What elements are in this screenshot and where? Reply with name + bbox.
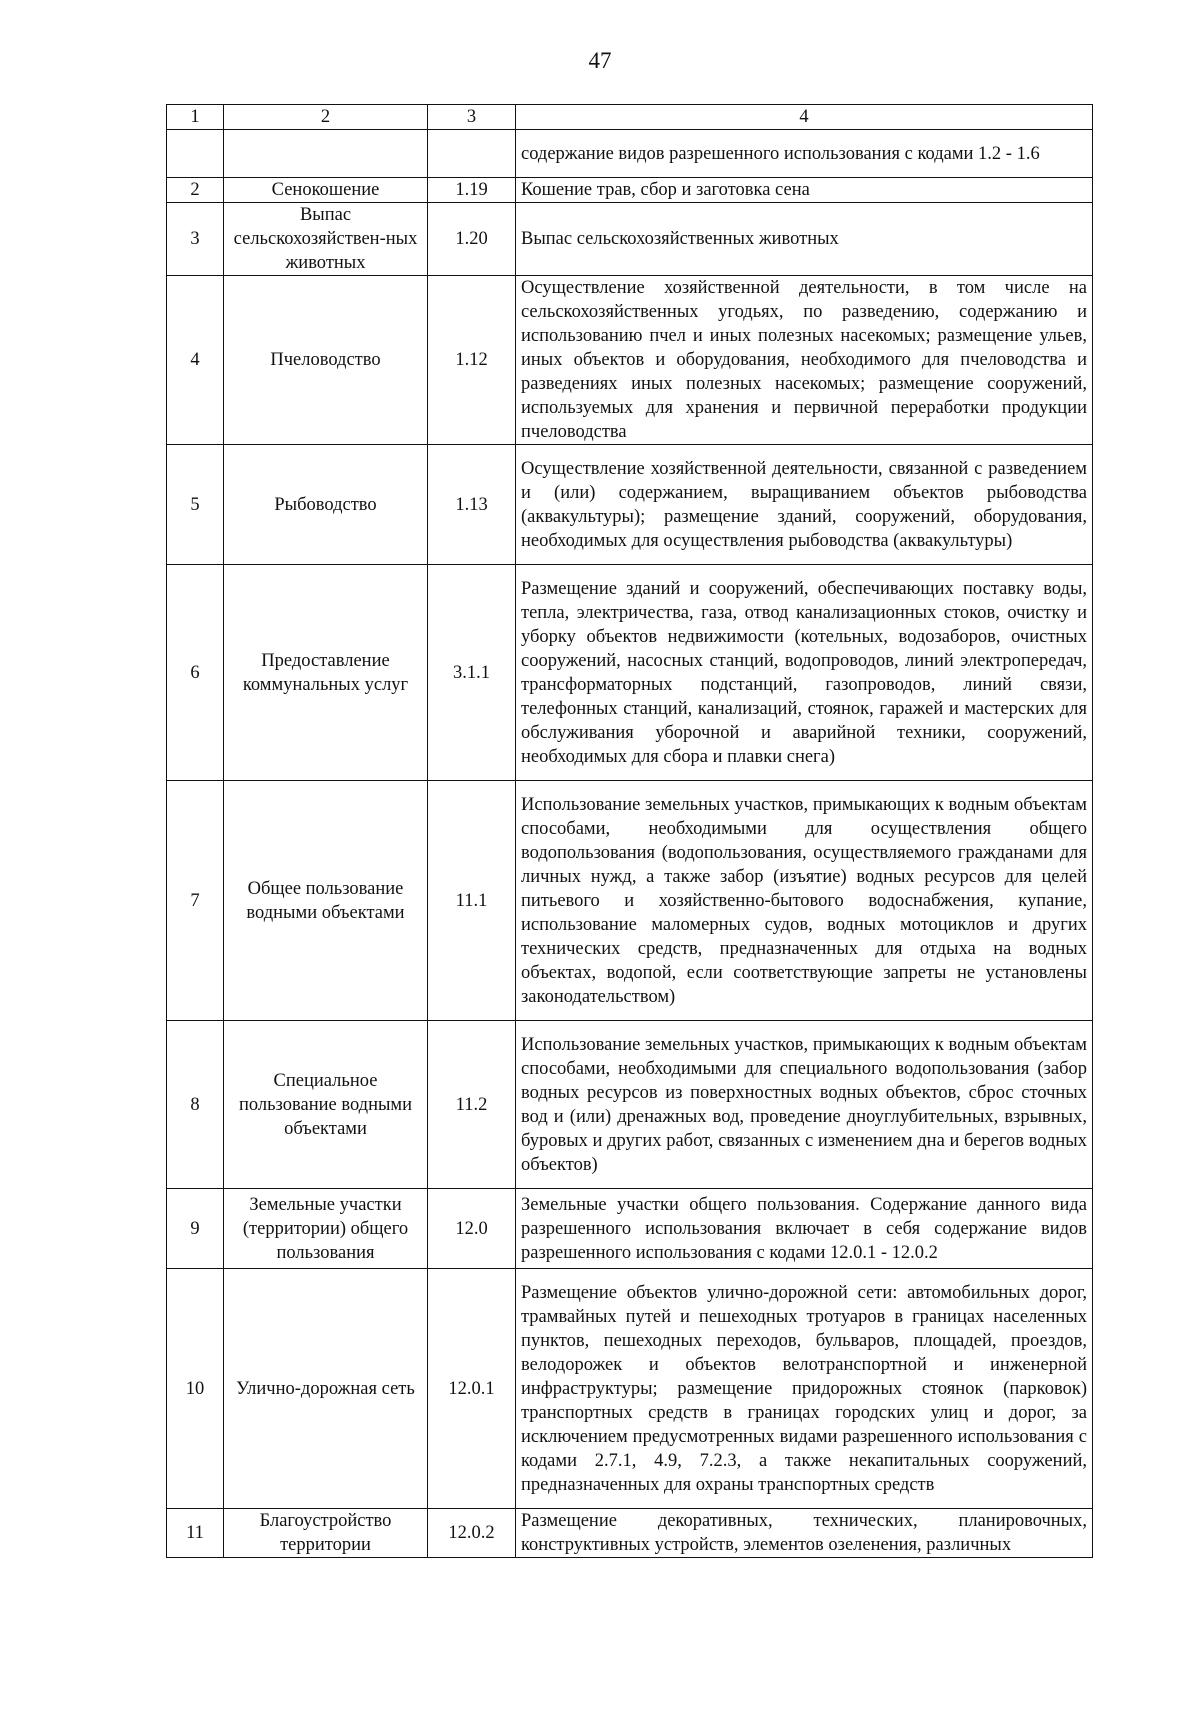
row-name: Сенокошение	[224, 178, 428, 203]
row-number	[167, 130, 224, 178]
row-code: 11.2	[428, 1021, 516, 1189]
row-name: Земельные участки (территории) общего пользования	[224, 1189, 428, 1269]
row-code: 1.19	[428, 178, 516, 203]
row-description: Использование земельных участков, примыкающих к водным объектам способами, необходимыми для специального водопользования (забор водных ресурсов из поверхностных водных объектов, сброс сточных вод и (или) дренажных вод, проведение дноуглубительных, взрывных, буровых и других работ, связанных с изменением дна и берегов водных объектов)	[516, 1021, 1093, 1189]
row-number: 9	[167, 1189, 224, 1269]
row-description: Осуществление хозяйственной деятельности, в том числе на сельскохозяйственных угодьях, по разведению, содержанию и использованию пчел и иных полезных насекомых; размещение ульев, иных объектов и оборудования, необходимого для пчеловодства и разведениях иных полезных насекомых; размещение сооружений, используемых для хранения и первичной переработки продукции пчеловодства	[516, 276, 1093, 445]
row-code: 11.1	[428, 781, 516, 1021]
table-row	[167, 130, 1093, 178]
row-number: 4	[167, 276, 224, 445]
row-code: 3.1.1	[428, 565, 516, 781]
row-code: 12.0.1	[428, 1269, 516, 1509]
row-code: 1.13	[428, 445, 516, 565]
header-col-1: 1	[167, 105, 224, 130]
row-number: 3	[167, 203, 224, 276]
row-description: Размещение объектов улично-дорожной сети: автомобильных дорог, трамвайных путей и пешеходных тротуаров в границах населенных пунктов, пешеходных переходов, бульваров, площадей, проездов, велодорожек и объектов велотранспортной и инженерной инфраструктуры; размещение придорожных стоянок (парковок) транспортных средств в границах городских улиц и дорог, за исключением предусмотренных видами разрешенного использования с кодами 2.7.1, 4.9, 7.2.3, а также некапитальных сооружений, предназначенных для охраны транспортных средств	[516, 1269, 1093, 1509]
row-number: 7	[167, 781, 224, 1021]
row-number: 10	[167, 1269, 224, 1509]
row-number: 11	[167, 1509, 224, 1558]
row-name: Специальное пользование водными объектами	[224, 1021, 428, 1189]
table-row	[167, 1189, 1093, 1269]
row-description: содержание видов разрешенного использования с кодами 1.2 - 1.6	[516, 130, 1093, 178]
row-name	[224, 130, 428, 178]
header-col-4: 4	[516, 105, 1093, 130]
table-row	[167, 445, 1093, 565]
row-name: Выпас сельскохозяйствен-ных животных	[224, 203, 428, 276]
row-code	[428, 130, 516, 178]
row-number: 6	[167, 565, 224, 781]
row-description: Размещение зданий и сооружений, обеспечивающих поставку воды, тепла, электричества, газа, отвод канализационных стоков, очистку и уборку объектов недвижимости (котельных, водозаборов, очистных сооружений, насосных станций, водопроводов, линий электропередач, трансформаторных подстанций, газопроводов, линий связи, телефонных станций, канализаций, стоянок, гаражей и мастерских для обслуживания уборочной и аварийной техники, сооружений, необходимых для сбора и плавки снега)	[516, 565, 1093, 781]
row-code: 1.20	[428, 203, 516, 276]
table-header-row	[167, 105, 1093, 130]
table-row	[167, 178, 1093, 203]
row-number: 8	[167, 1021, 224, 1189]
row-code: 12.0.2	[428, 1509, 516, 1558]
header-col-3: 3	[428, 105, 516, 130]
row-description: Выпас сельскохозяйственных животных	[516, 203, 1093, 276]
row-description: Земельные участки общего пользования. Содержание данного вида разрешенного использования включает в себя содержание видов разрешенного использования с кодами 12.0.1 - 12.0.2	[516, 1189, 1093, 1269]
row-code: 12.0	[428, 1189, 516, 1269]
page-number: 47	[588, 48, 612, 73]
land-use-table	[166, 104, 1093, 1558]
header-col-2: 2	[224, 105, 428, 130]
row-description: Использование земельных участков, примыкающих к водным объектам способами, необходимыми для осуществления общего водопользования (водопользования, осуществляемого гражданами для личных нужд, а также забор (изъятие) водных ресурсов для целей питьевого и хозяйственно-бытового водоснабжения, купание, использование маломерных судов, водных мотоциклов и других технических средств, предназначенных для отдыха на водных объектах, водопой, если соответствующие запреты не установлены законодательством)	[516, 781, 1093, 1021]
row-name: Пчеловодство	[224, 276, 428, 445]
row-name: Улично-дорожная сеть	[224, 1269, 428, 1509]
row-description: Кошение трав, сбор и заготовка сена	[516, 178, 1093, 203]
table-row	[167, 1021, 1093, 1189]
row-description: Размещение декоративных, технических, планировочных, конструктивных устройств, элементов озеленения, различных	[516, 1509, 1093, 1558]
table-row	[167, 1509, 1093, 1558]
row-number: 5	[167, 445, 224, 565]
row-description: Осуществление хозяйственной деятельности, связанной с разведением и (или) содержанием, выращиванием объектов рыбоводства (аквакультуры); размещение зданий, сооружений, оборудования, необходимых для осуществления рыбоводства (аквакультуры)	[516, 445, 1093, 565]
row-number: 2	[167, 178, 224, 203]
table-row	[167, 203, 1093, 276]
table-row	[167, 1269, 1093, 1509]
row-name: Предоставление коммунальных услуг	[224, 565, 428, 781]
row-code: 1.12	[428, 276, 516, 445]
row-name: Благоустройство территории	[224, 1509, 428, 1558]
table-row	[167, 565, 1093, 781]
row-name: Общее пользование водными объектами	[224, 781, 428, 1021]
table-row	[167, 276, 1093, 445]
row-name: Рыбоводство	[224, 445, 428, 565]
table-row	[167, 781, 1093, 1021]
